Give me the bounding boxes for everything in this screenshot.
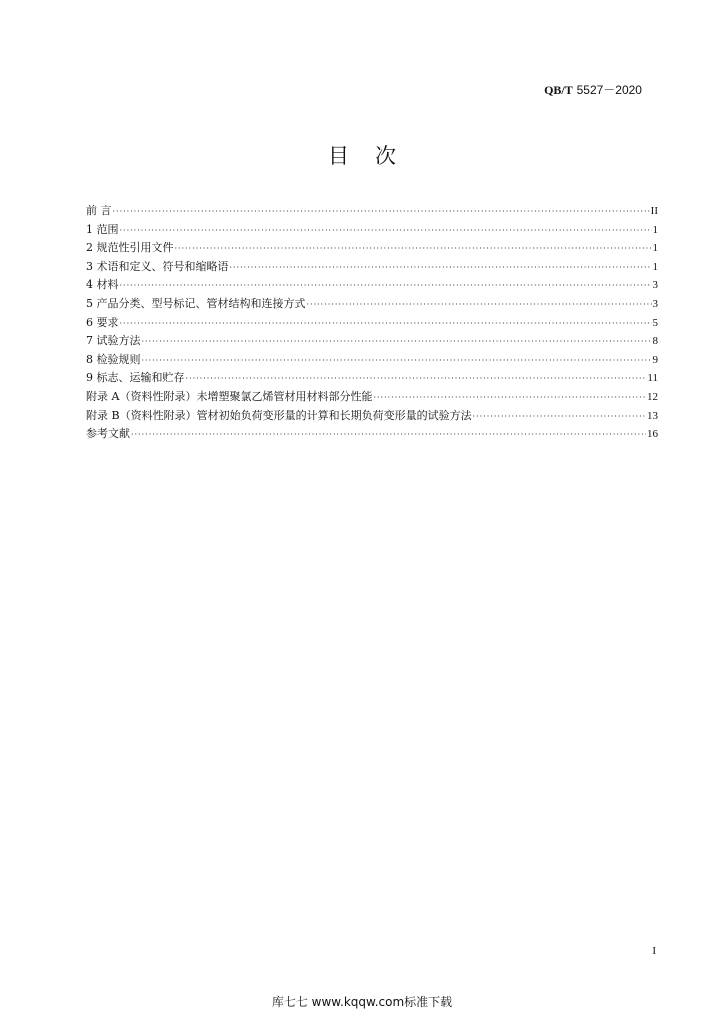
toc-dot-leader — [142, 335, 652, 349]
toc-dot-leader — [230, 261, 652, 275]
toc-entry-page: 12 — [647, 390, 658, 403]
toc-dot-leader — [120, 224, 652, 238]
toc-entry-page: 9 — [652, 353, 658, 366]
toc-entry-label: 2 规范性引用文件 — [86, 241, 174, 255]
toc-entry-label: 3 术语和定义、符号和缩略语 — [86, 259, 229, 273]
toc-entry-page: 8 — [652, 335, 658, 348]
toc-dot-leader — [307, 298, 652, 312]
toc-entry-label: 8 检验规则 — [86, 352, 141, 366]
page-number: I — [652, 945, 656, 957]
toc-dot-leader — [120, 317, 652, 331]
toc-entry-page: 3 — [652, 297, 658, 310]
toc-entry-page: 11 — [647, 372, 658, 385]
standard-code-header — [544, 83, 642, 97]
table-of-contents — [86, 204, 658, 446]
toc-entry[interactable] — [86, 223, 658, 242]
standard-code-number: 5527－2020 — [576, 83, 642, 97]
toc-dot-leader — [113, 205, 650, 219]
footer-watermark: 库七七 www.kqqw.com标准下载 — [271, 995, 453, 1009]
toc-entry-page: 1 — [652, 242, 658, 255]
toc-dot-leader — [373, 391, 646, 405]
toc-title: 目次 — [328, 144, 422, 168]
toc-entry[interactable] — [86, 390, 658, 409]
toc-entry-label: 附录 B（资料性附录）管材初始负荷变形量的计算和长期负荷变形量的试验方法 — [86, 408, 472, 422]
toc-entry-page: 13 — [647, 409, 658, 422]
toc-entry-page: 3 — [652, 279, 658, 292]
toc-entry-page: 5 — [652, 316, 658, 329]
standard-code-prefix: QB/T — [544, 83, 573, 97]
toc-entry-label: 9 标志、运输和贮存 — [86, 371, 185, 385]
toc-entry-label: 1 范围 — [86, 222, 119, 236]
toc-dot-leader — [473, 410, 646, 424]
toc-entry[interactable] — [86, 278, 658, 297]
toc-dot-leader — [175, 242, 652, 256]
toc-entry[interactable] — [86, 353, 658, 372]
toc-entry[interactable] — [86, 316, 658, 335]
toc-entry[interactable] — [86, 371, 658, 390]
toc-dot-leader — [142, 354, 652, 368]
toc-dot-leader — [131, 428, 646, 442]
toc-entry-label: 6 要求 — [86, 315, 119, 329]
toc-entry[interactable] — [86, 409, 658, 428]
toc-entry[interactable] — [86, 334, 658, 353]
toc-entry-page: II — [650, 205, 658, 217]
toc-entry[interactable] — [86, 204, 658, 223]
toc-entry-page: 1 — [652, 260, 658, 273]
toc-entry-page: 1 — [652, 223, 658, 236]
toc-entry[interactable] — [86, 297, 658, 316]
toc-entry-label: 4 材料 — [86, 278, 119, 292]
toc-entry-label: 附录 A（资料性附录）未增塑聚氯乙烯管材用材料部分性能 — [86, 389, 373, 403]
toc-entry-label: 7 试验方法 — [86, 334, 141, 348]
toc-dot-leader — [120, 279, 652, 293]
toc-entry[interactable] — [86, 427, 658, 446]
toc-entry-label: 前 言 — [86, 204, 112, 217]
toc-entry-label: 参考文献 — [86, 427, 130, 441]
toc-entry[interactable] — [86, 260, 658, 279]
toc-entry-label: 5 产品分类、型号标记、管材结构和连接方式 — [86, 296, 306, 310]
toc-dot-leader — [186, 372, 647, 386]
toc-entry-page: 16 — [647, 428, 658, 441]
toc-entry[interactable] — [86, 241, 658, 260]
